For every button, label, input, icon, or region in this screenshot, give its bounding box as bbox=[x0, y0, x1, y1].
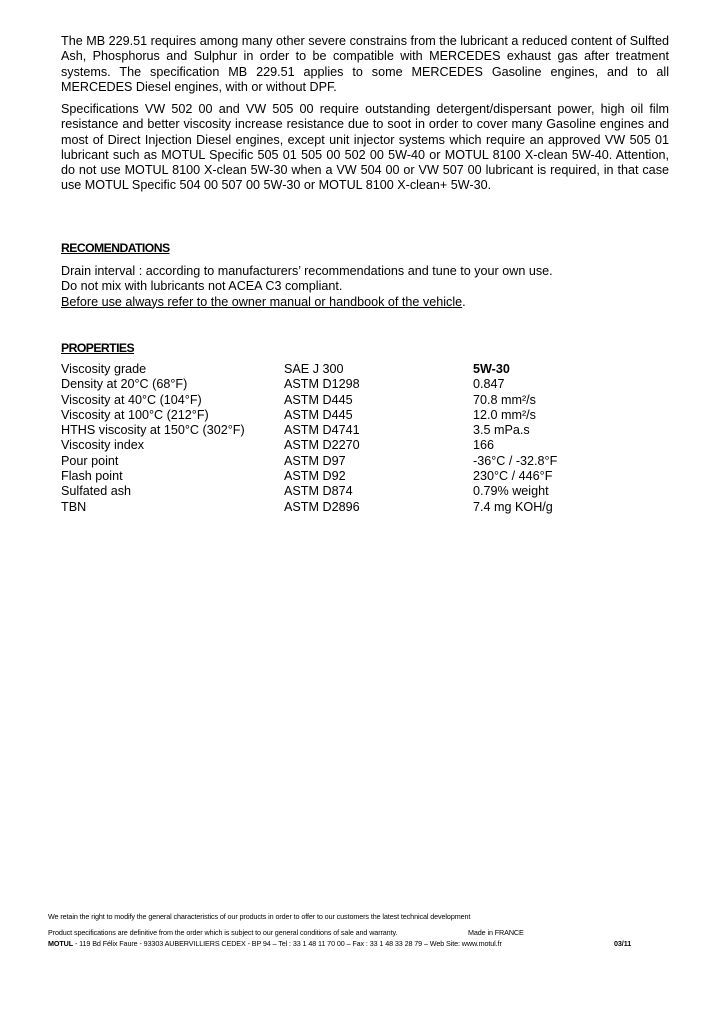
page-number: 03/11 bbox=[614, 939, 632, 948]
property-name: Density at 20°C (68°F) bbox=[61, 377, 188, 392]
property-name: Pour point bbox=[61, 453, 119, 468]
owner-manual-text: Before use always refer to the owner manual or handbook of the vehicle bbox=[61, 294, 463, 309]
property-name: Viscosity at 100°C (212°F) bbox=[61, 407, 209, 422]
property-method: ASTM D445 bbox=[284, 407, 353, 422]
property-value: 0.847 bbox=[473, 377, 505, 392]
property-value: 5W-30 bbox=[473, 362, 510, 376]
property-method: ASTM D2896 bbox=[284, 499, 360, 514]
recommendations-heading: RECOMENDATIONS bbox=[61, 241, 170, 255]
recommendation-owner-manual bbox=[61, 295, 553, 310]
property-name: Viscosity index bbox=[61, 438, 145, 453]
footer-contact-line bbox=[48, 939, 668, 948]
footer-specifications-note bbox=[48, 928, 668, 937]
footer-specifications-text: Product specifications are definitive from the order which is subject to our general conditions of sale and warranty. bbox=[48, 928, 398, 937]
table-row bbox=[61, 377, 641, 392]
table-row bbox=[61, 454, 641, 469]
property-name: Flash point bbox=[61, 469, 123, 484]
property-method: ASTM D445 bbox=[284, 392, 353, 407]
table-row bbox=[61, 500, 641, 515]
company-address: - 119 Bd Félix Faure - 93303 AUBERVILLIERS CEDEX - BP 94 – Tel : 33 1 48 11 70 00 – Fax : 33 1 48 33 28 79 – Web Site: www.motul.fr bbox=[73, 939, 502, 948]
property-name: TBN bbox=[61, 499, 87, 514]
table-row bbox=[61, 423, 641, 438]
property-value: 0.79% weight bbox=[473, 484, 549, 499]
paragraph-mb-229-51: The MB 229.51 requires among many other severe constrains from the lubricant a reduced content of Sulfted Ash, Phosphorus and Sulphur in order to be compatible with MERCEDES exhaust gas after treatment systems. The specification MB 229.51 applies to some MERCEDES Gasoline engines, and to all MERCEDES Diesel engines, with or without DPF. bbox=[61, 34, 669, 94]
property-method: ASTM D4741 bbox=[284, 423, 360, 438]
property-method: SAE J 300 bbox=[284, 362, 344, 376]
property-method: ASTM D2270 bbox=[284, 438, 360, 453]
property-method: ASTM D874 bbox=[284, 484, 353, 499]
property-value: 230°C / 446°F bbox=[473, 469, 553, 484]
table-row bbox=[61, 438, 641, 453]
recommendations-list bbox=[61, 264, 553, 310]
properties-table bbox=[61, 362, 641, 515]
property-value: 3.5 mPa.s bbox=[473, 423, 530, 438]
property-name: HTHS viscosity at 150°C (302°F) bbox=[61, 423, 245, 438]
property-name: Viscosity grade bbox=[61, 362, 147, 376]
property-value: 70.8 mm²/s bbox=[473, 392, 536, 407]
paragraph-vw-specifications: Specifications VW 502 00 and VW 505 00 require outstanding detergent/dispersant power, high oil film resistance and better viscosity increase resistance due to soot in order to cover many Gasoline engines and most of Direct Injection Diesel engines, except unit injector systems which require an approved VW 505 01 lubricant such as MOTUL Specific 505 01 505 00 502 00 5W-40 or MOTUL 8100 X-clean 5W-40. Attention, do not use MOTUL 8100 X-clean 5W-30 when a VW 504 00 or VW 507 00 lubricant is required, in that case use MOTUL Specific 504 00 507 00 5W-30 or MOTUL 8100 X-clean+ 5W-30. bbox=[61, 102, 669, 193]
property-name: Sulfated ash bbox=[61, 484, 132, 499]
property-method: ASTM D92 bbox=[284, 469, 346, 484]
made-in-label: Made in FRANCE bbox=[468, 928, 524, 937]
property-value: 166 bbox=[473, 438, 495, 453]
property-value: 12.0 mm²/s bbox=[473, 407, 536, 422]
properties-heading: PROPERTIES bbox=[61, 341, 135, 355]
property-name: Viscosity at 40°C (104°F) bbox=[61, 392, 202, 407]
owner-manual-period: . bbox=[462, 294, 466, 309]
table-row bbox=[61, 362, 641, 377]
property-method: ASTM D1298 bbox=[284, 377, 360, 392]
property-value: -36°C / -32.8°F bbox=[473, 453, 558, 468]
table-row bbox=[61, 469, 641, 484]
table-row bbox=[61, 484, 641, 499]
table-row bbox=[61, 408, 641, 423]
property-method: ASTM D97 bbox=[284, 453, 346, 468]
property-value: 7.4 mg KOH/g bbox=[473, 499, 553, 514]
recommendation-acea-c3: Do not mix with lubricants not ACEA C3 compliant. bbox=[61, 279, 343, 294]
recommendation-drain-interval: Drain interval : according to manufacturers’ recommendations and tune to your own use. bbox=[61, 264, 553, 278]
table-row bbox=[61, 393, 641, 408]
footer-disclaimer: We retain the right to modify the general characteristics of our products in order to offer to our customers the latest technical development bbox=[48, 912, 471, 921]
brand-name: MOTUL bbox=[48, 939, 74, 948]
